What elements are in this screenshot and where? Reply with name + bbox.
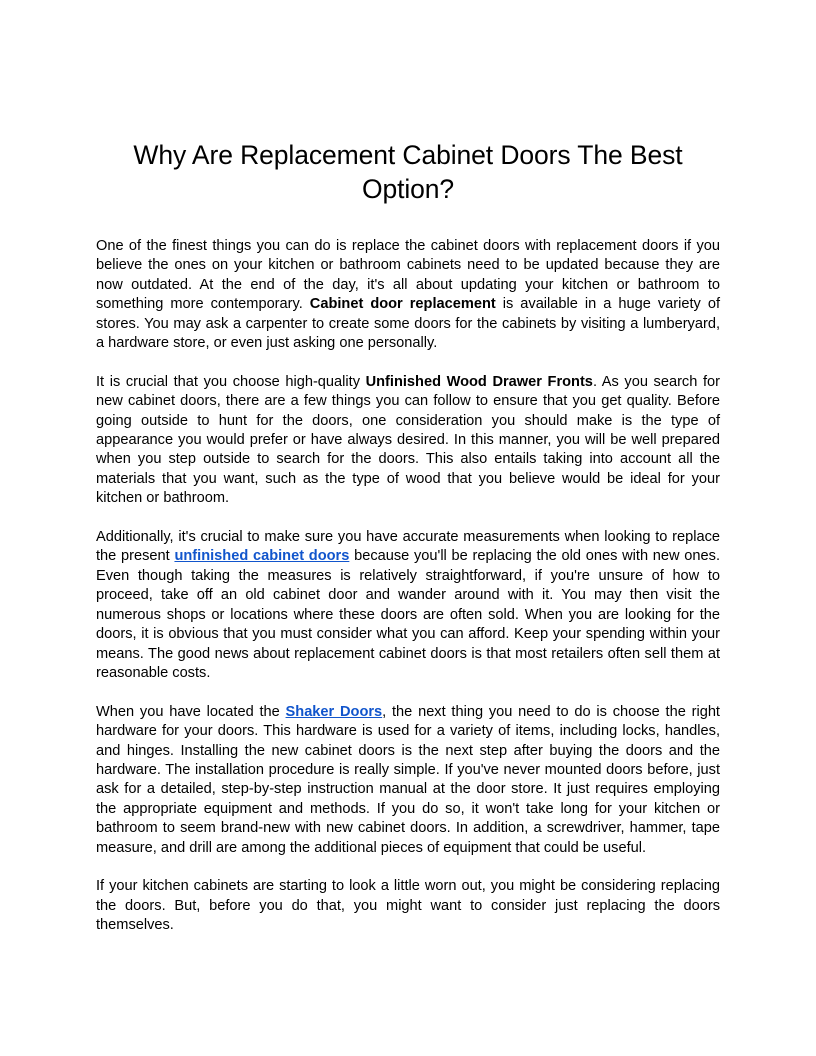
- paragraph-3-text-start: Additionally, it's crucial to make sure you have accurate measurements when looking to replace the present: [96, 529, 720, 565]
- paragraph-1: [96, 237, 720, 353]
- paragraph-5: If your kitchen cabinets are starting to look a little worn out, you might be considering replacing the doors. But, before you do that, you might want to consider just replacing the doors themselves.: [96, 878, 720, 934]
- document-body: [96, 237, 720, 955]
- paragraph-2: [96, 373, 720, 509]
- bold-term-unfinished-wood-drawer-fronts: Unfinished Wood Drawer Fronts: [365, 373, 593, 390]
- bold-term-cabinet-door-replacement: Cabinet door replacement: [309, 296, 496, 313]
- paragraph-4-text-end: , the next thing you need to do is choose the right hardware for your doors. This hardware is used for a variety of items, including locks, handles, and hinges. Installing the new cabinet doors is the next step after buying the doors and the hardware. The installation procedure is really simple. If you've never mounted doors before, just ask for a detailed, step-by-step instruction manual at the door store. It just requires employing the appropriate equipment and methods. If you do so, it won't take long for your kitchen or bathroom to seem brand-new with new cabinet doors. In addition, a screwdriver, hammer, tape measure, and drill are among the additional pieces of equipment that could be useful.: [96, 703, 720, 856]
- document-title: Why Are Replacement Cabinet Doors The Best Option?: [133, 140, 683, 204]
- paragraph-4: [96, 703, 720, 858]
- paragraph-3-text-end: because you'll be replacing the old ones with new ones. Even though taking the measures is relatively straightforward, if you're unsure of how to proceed, take off an old cabinet door and wander around with it. You may then visit the numerous shops or locations where these doors are often sold. When you are looking for the doors, it is obvious that you must consider what you can afford. Keep your spending within your means. The good news about replacement cabinet doors is that most retailers often sell them at reasonable costs.: [96, 548, 721, 681]
- paragraph-3: [96, 528, 720, 683]
- paragraph-1-text-end: is available in a huge variety of stores. You may ask a carpenter to create some doors for the cabinets by visiting a lumberyard, a hardware store, or even just asking one personally.: [96, 296, 721, 352]
- paragraph-2-text-start: It is crucial that you choose high-quality: [96, 373, 366, 390]
- link-unfinished-cabinet-doors[interactable]: unfinished cabinet doors: [174, 548, 350, 565]
- paragraph-2-text-end: . As you search for new cabinet doors, there are a few things you can follow to ensure that you get quality. Before going outside to hunt for the doors, one consideration you should make is the type of appearance you would prefer or have always desired. In this manner, you will be well prepared when you step outside to search for the doors. This also entails taking into account all the materials that you want, such as the type of wood that you believe would be ideal for your kitchen or bathroom.: [96, 373, 720, 507]
- link-shaker-doors[interactable]: Shaker Doors: [285, 703, 383, 720]
- paragraph-4-text-start: When you have located the: [96, 703, 286, 720]
- paragraph-1-text-start: One of the finest things you can do is replace the cabinet doors with replacement doors if you believe the ones on your kitchen or bathroom cabinets need to be updated because they are now outdated. At the end of the day, it's all about updating your kitchen or bathroom to something more contemporary.: [96, 238, 720, 313]
